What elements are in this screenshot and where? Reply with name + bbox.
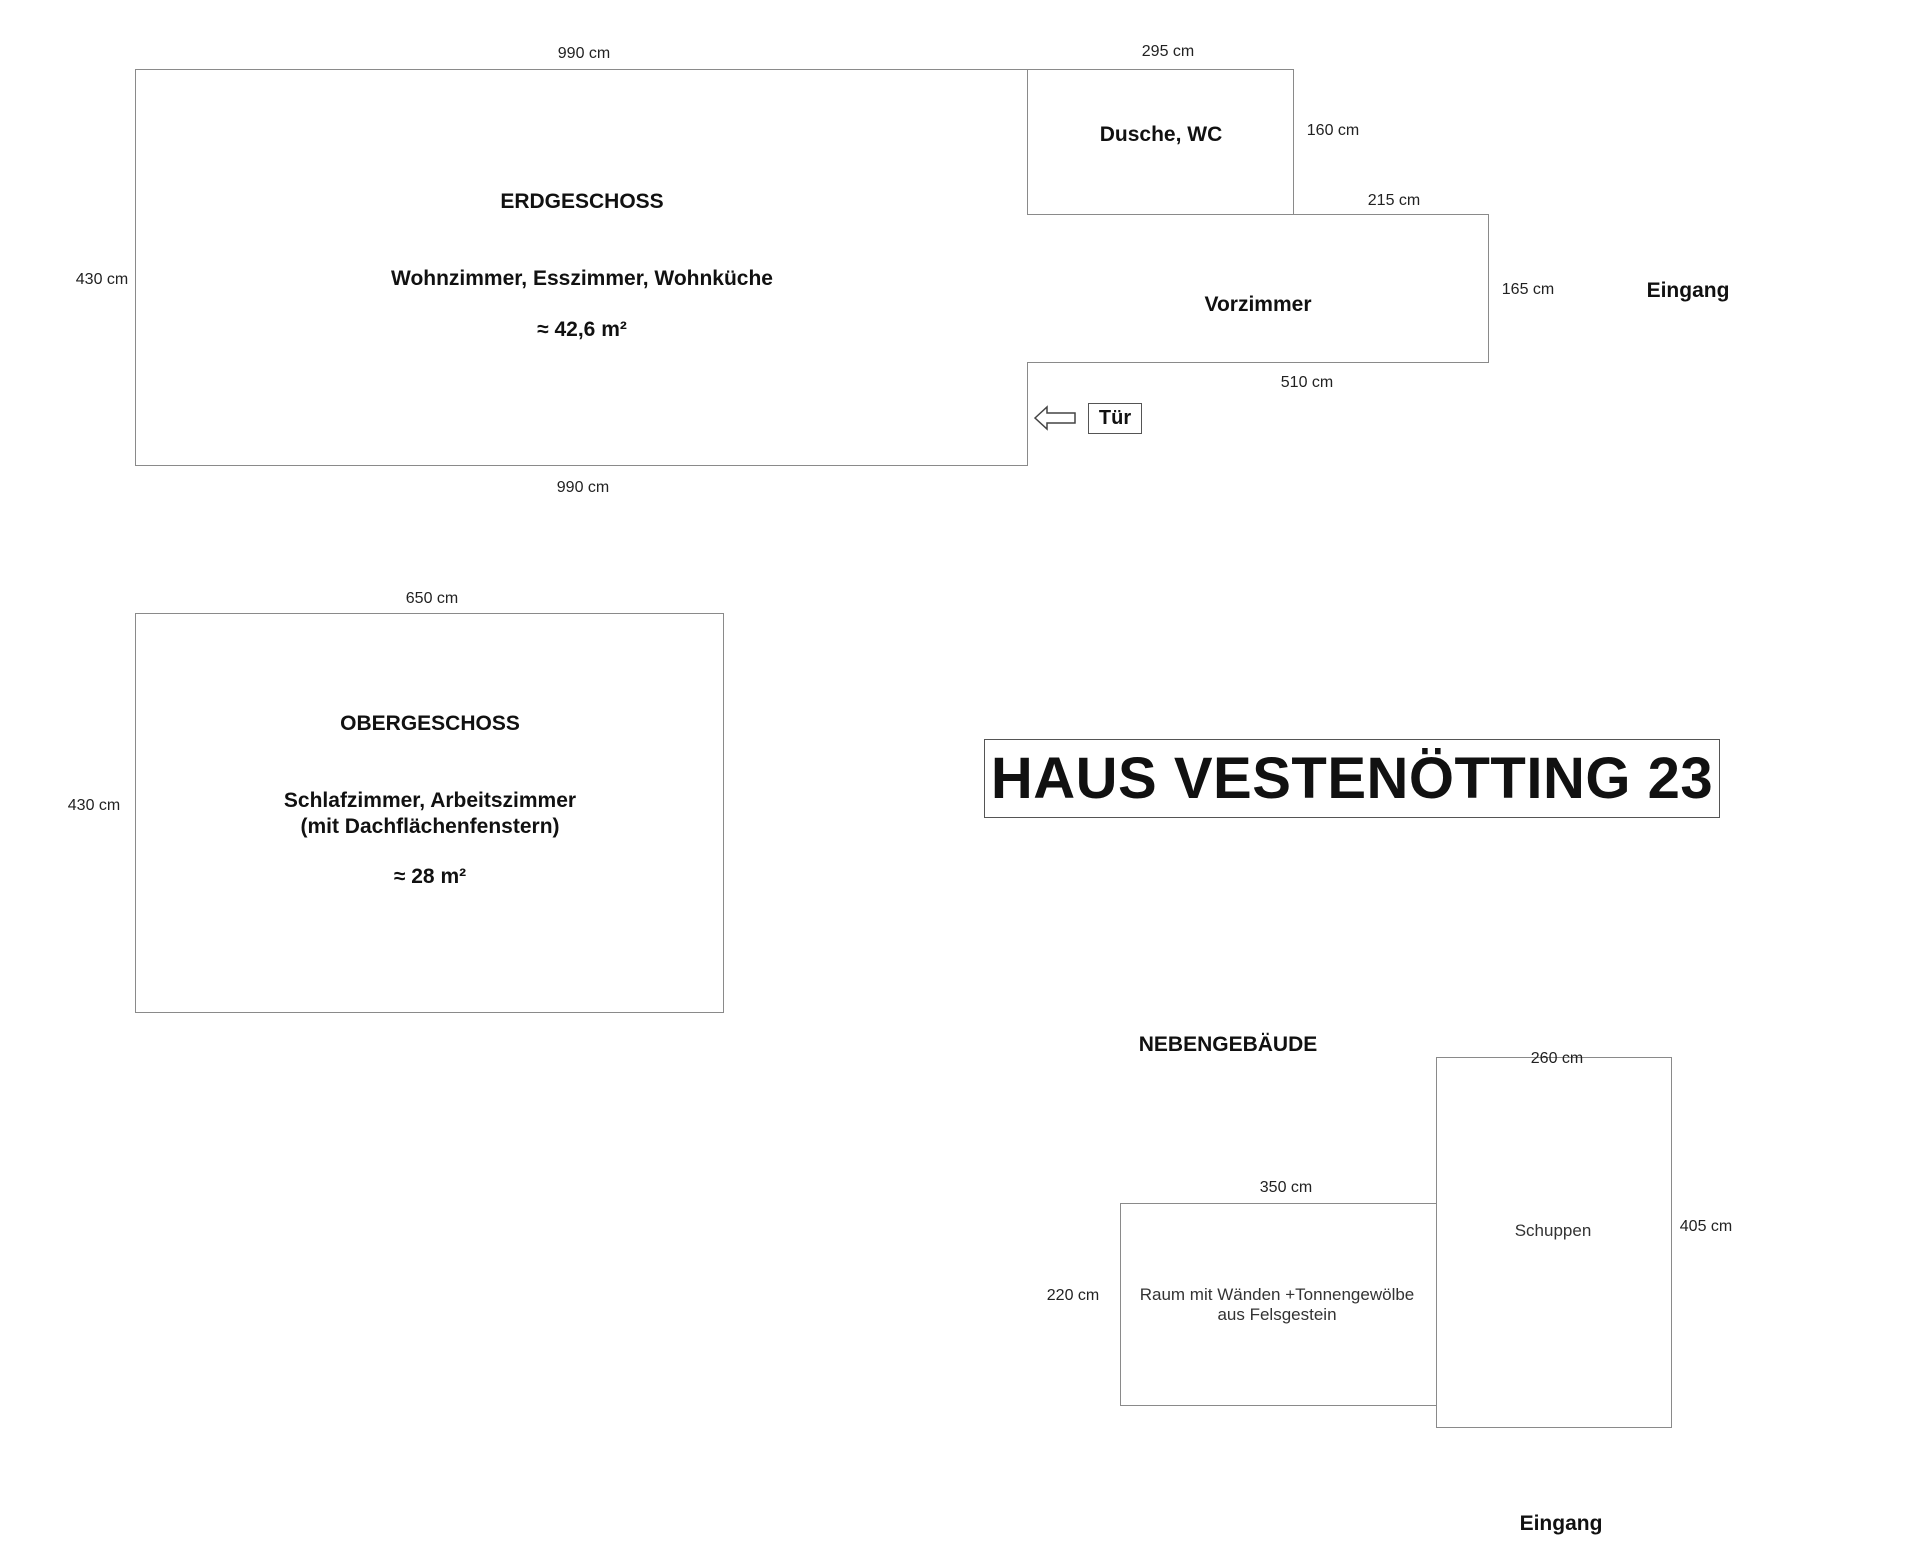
ground-floor-heading: ERDGESCHOSS <box>500 189 664 213</box>
ground-floor-entrance-label: Eingang <box>1646 278 1730 302</box>
page-title: HAUS VESTENÖTTING 23 <box>990 745 1714 811</box>
vault-label-line1: Raum mit Wänden +Tonnengewölbe <box>1139 1285 1415 1305</box>
shed-dim-top: 260 cm <box>1530 1050 1584 1067</box>
door-label: Tür <box>1088 403 1142 434</box>
upper-floor-dim-top: 650 cm <box>405 590 459 607</box>
vault-dim-top: 350 cm <box>1259 1179 1313 1196</box>
title-box <box>984 739 1720 818</box>
vault-label-line2: aus Felsgestein <box>1217 1305 1337 1325</box>
bath-dim-top: 295 cm <box>1141 43 1195 60</box>
vault-dim-left: 220 cm <box>1046 1287 1100 1304</box>
outbuilding-entrance-label: Eingang <box>1519 1511 1603 1535</box>
hall-dim-right: 165 cm <box>1501 281 1555 298</box>
ground-floor-dim-top: 990 cm <box>557 45 611 62</box>
bath-dim-right: 160 cm <box>1306 122 1360 139</box>
hallway-room <box>1027 214 1489 363</box>
ground-floor-area: ≈ 42,6 m² <box>537 317 627 341</box>
outbuilding-heading: NEBENGEBÄUDE <box>1138 1032 1318 1056</box>
ground-floor-dim-left: 430 cm <box>75 271 129 288</box>
hall-dim-bottom: 510 cm <box>1280 374 1334 391</box>
upper-floor-dim-left: 430 cm <box>67 797 121 814</box>
arrow-left-icon <box>1033 405 1077 431</box>
outbuilding-shed <box>1436 1057 1672 1428</box>
hall-dim-top: 215 cm <box>1367 192 1421 209</box>
ground-floor-rooms: Wohnzimmer, Esszimmer, Wohnküche <box>391 266 773 290</box>
ground-floor-dim-bottom: 990 cm <box>556 479 610 496</box>
upper-floor-heading: OBERGESCHOSS <box>340 711 520 735</box>
shed-dim-right: 405 cm <box>1679 1218 1733 1235</box>
bath-label: Dusche, WC <box>1099 122 1223 146</box>
hall-label: Vorzimmer <box>1204 292 1312 316</box>
upper-floor-rooms-line1: Schlafzimmer, Arbeitszimmer <box>283 788 577 812</box>
upper-floor-rooms-line2: (mit Dachflächenfenstern) <box>300 814 560 838</box>
upper-floor-area: ≈ 28 m² <box>393 864 467 888</box>
shed-label: Schuppen <box>1514 1221 1592 1241</box>
